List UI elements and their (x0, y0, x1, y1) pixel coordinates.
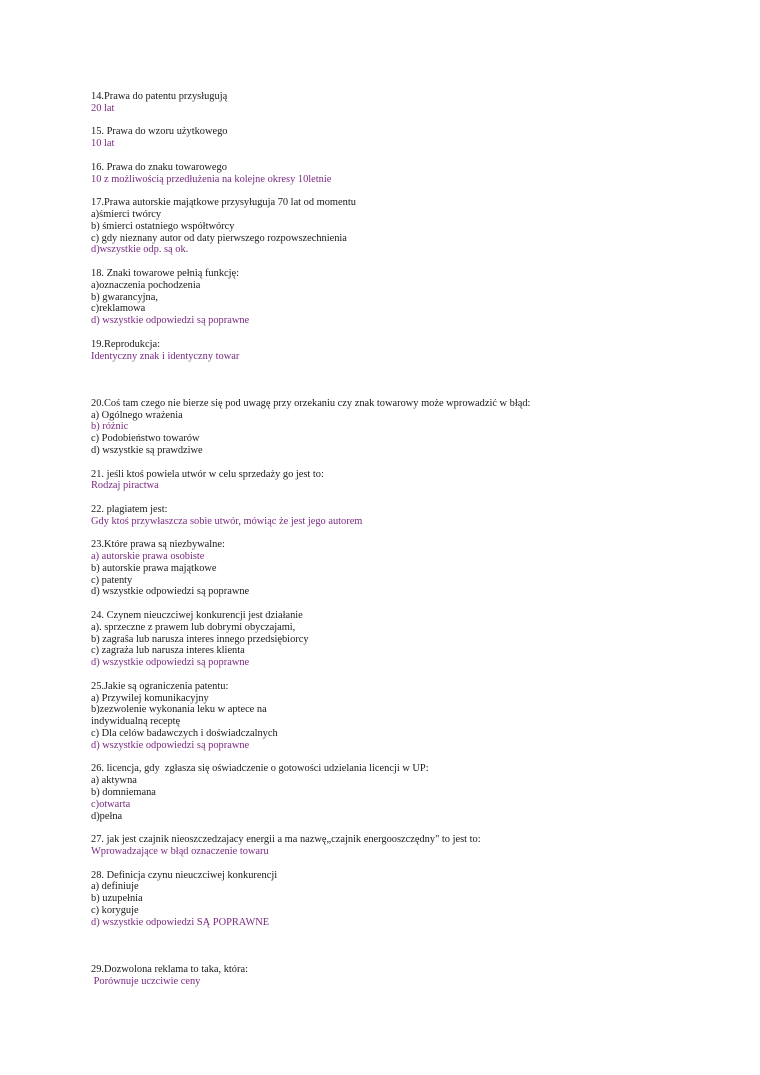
option-text: a). sprzeczne z prawem lub dobrymi obyczajami, (91, 621, 296, 633)
answer-text: a) autorskie prawa osobiste (91, 551, 205, 563)
question-block (91, 834, 711, 858)
option-text: d) wszystkie odpowiedzi są poprawne (91, 586, 250, 598)
question-block (91, 763, 711, 822)
question-block (91, 268, 711, 327)
question-block (91, 681, 711, 752)
answer-text: Gdy ktoś przywłaszcza sobie utwór, mówiąc że jest jego autorem (91, 515, 363, 527)
option-text: c) zagraża lub narusza interes klienta (91, 645, 245, 657)
option-text: c) gdy nieznany autor od daty pierwszego rozpowszechnienia (91, 232, 347, 244)
answer-text: Rodzaj piractwa (91, 480, 159, 492)
option-text: a) Przywilej komunikacyjny (91, 692, 209, 704)
question-block (91, 504, 711, 528)
question-block (91, 197, 711, 256)
answer-text: 10 lat (91, 138, 115, 150)
answer-text: Porównuje uczciwie ceny (91, 975, 201, 987)
question-text: 27. jak jest czajnik nieoszczedzajacy energii a ma nazwę„czajnik energooszczędny" to jest to: (91, 834, 481, 846)
option-text: b) domniemana (91, 787, 156, 799)
option-text: b) zagraŝa lub narusza interes innego przedsiębiorcy (91, 633, 309, 645)
question-block (91, 964, 711, 988)
answer-text: 10 z możliwością przedłużenia na kolejne okresy 10letnie (91, 173, 332, 185)
question-text: 17.Prawa autorskie majątkowe przysyługuja 70 lat od momentu (91, 197, 356, 209)
question-block (91, 610, 711, 669)
answer-text: Identyczny znak i identyczny towar (91, 350, 240, 362)
question-text: 18. Znaki towarowe pełnią funkcję: (91, 267, 240, 279)
answer-text: Wprowadzające w błąd oznaczenie towaru (91, 846, 269, 857)
option-text: b) autorskie prawa majątkowe (91, 562, 217, 574)
answer-text: 20 lat (91, 102, 115, 114)
answer-text: d) wszystkie odpowiedzi są poprawne (91, 657, 250, 669)
question-text: 29.Dozwolona reklama to taka, która: (91, 963, 248, 975)
question-text: 20.Coś tam czego nie bierze się pod uwagę przy orzekaniu czy znak towarowy może wprowadzić w błąd: (91, 397, 531, 409)
option-text: c) Podobieństwo towarów (91, 433, 200, 445)
option-text: c) patenty (91, 574, 133, 586)
question-text: 22. plagiatem jest: (91, 503, 168, 515)
option-text: b)zezwolenie wykonania leku w aptece na (91, 704, 267, 716)
document-body (91, 91, 711, 988)
question-block (91, 162, 711, 186)
question-block (91, 539, 711, 598)
question-text: 14.Prawa do patentu przysługują (91, 91, 228, 102)
option-text: c)reklamowa (91, 303, 146, 315)
answer-text: d) wszystkie odpowiedzi są poprawne (91, 315, 250, 327)
option-text: a)śmierci twórcy (91, 208, 162, 220)
option-text: b) gwarancyjna, (91, 291, 158, 303)
question-block (91, 469, 711, 493)
option-text: b) śmierci ostatniego współtwórcy (91, 220, 235, 232)
answer-text: b) różnic (91, 421, 129, 433)
question-text: 15. Prawa do wzoru użytkowego (91, 126, 228, 138)
option-text: a) aktywna (91, 775, 137, 787)
question-text: 16. Prawa do znaku towarowego (91, 161, 227, 173)
question-text: 24. Czynem nieuczciwej konkurencji jest działanie (91, 610, 303, 622)
answer-text: c)otwarta (91, 798, 131, 810)
question-text: 19.Reprodukcja: (91, 338, 160, 350)
option-text: a) definiuje (91, 881, 139, 893)
question-block (91, 126, 711, 150)
question-text: 28. Definicja czynu nieuczciwej konkurencji (91, 869, 278, 881)
question-block (91, 398, 711, 457)
option-text: a) Ogólnego wrażenia (91, 409, 183, 421)
question-block (91, 91, 711, 115)
option-text: c) Dla celów badawczych i doświadczalnych (91, 728, 278, 740)
option-text: a)oznaczenia pochodzenia (91, 279, 201, 291)
answer-text: d)wszystkie odp. są ok. (91, 244, 189, 256)
answer-text: d) wszystkie odpowiedzi SĄ POPRAWNE (91, 916, 270, 928)
question-text: 23.Które prawa są niezbywalne: (91, 539, 225, 551)
question-text: 26. licencja, gdy zgłasza się oświadczenie o gotowości udzielania licencji w UP: (91, 763, 429, 775)
option-text: d) wszystkie są prawdziwe (91, 444, 203, 456)
question-text: 25.Jakie są ograniczenia patentu: (91, 680, 229, 692)
question-block (91, 870, 711, 929)
question-text: 21. jeśli ktoś powiela utwór w celu sprzedaży go jest to: (91, 468, 324, 480)
option-text: d)pełna (91, 810, 123, 822)
question-block (91, 339, 711, 363)
option-text: b) uzupełnia (91, 893, 143, 905)
answer-text: d) wszystkie odpowiedzi są poprawne (91, 739, 250, 751)
option-text: c) koryguje (91, 904, 139, 916)
option-text: indywidualną receptę (91, 716, 181, 728)
